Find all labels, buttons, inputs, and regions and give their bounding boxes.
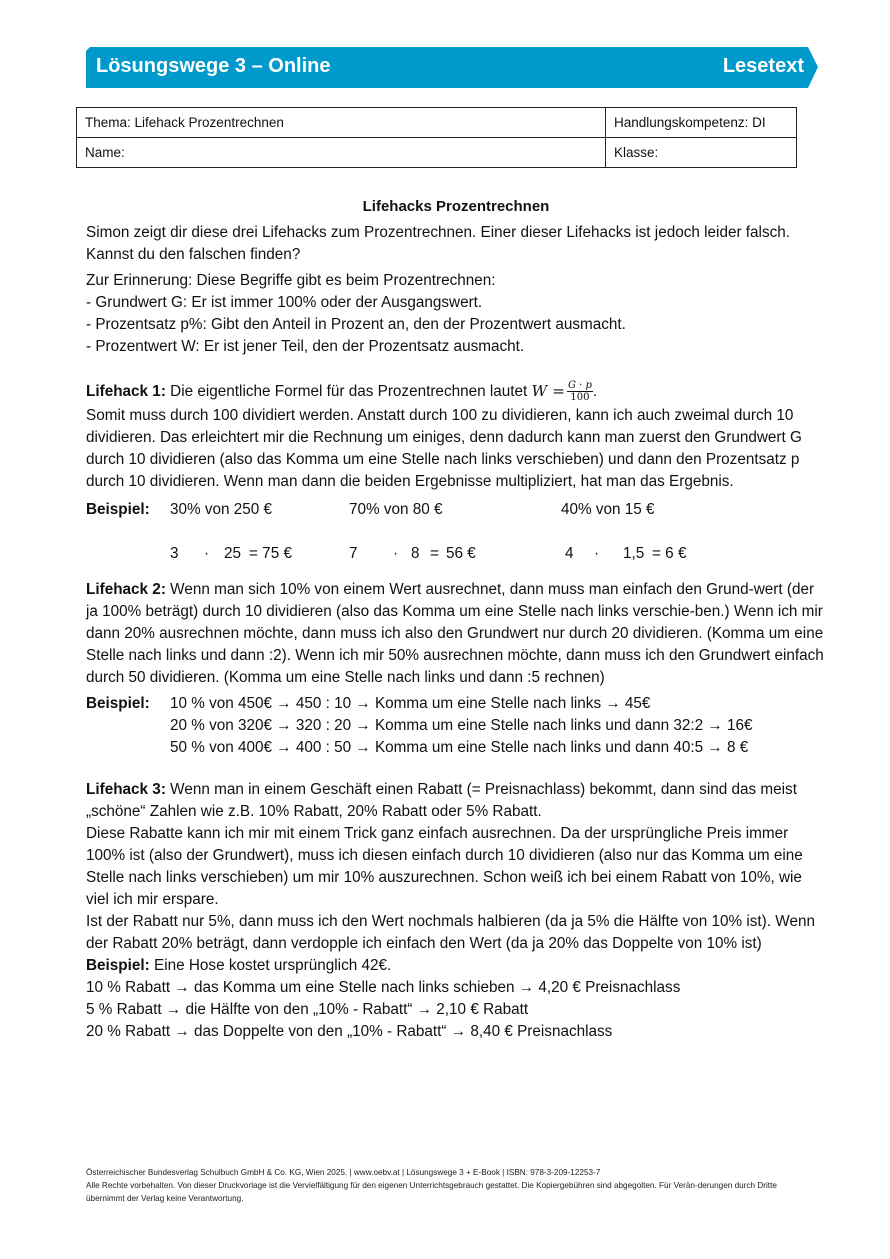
lifehack3-body: Wenn man in einem Geschäft einen Rabatt (= Preisnachlass) bekommt, dann sind das meist „schöne“ Zahlen wie z.B. 10% Rabatt, 20% Rabatt oder 5% Rabatt. (86, 781, 797, 820)
lifehack3-text2: Diese Rabatte kann ich mir mit einem Trick ganz einfach ausrechnen. Da der ursprüngliche Preis immer 100% ist (also der Grundwert), muss ich diesen einfach durch 10 dividieren (also nur das Komma um eine Stelle nach links verschieben) um mir 10% auszurechnen. Schon weiß ich bei einem Rabatt von 10%, wie viel ich mir erspare. (86, 825, 803, 908)
lifehack2-body: Wenn man sich 10% von einem Wert ausrechnet, dann muss man einfach den Grund-wert (der ja 100% beträgt) durch 10 dividieren (also das Komma um eine Stelle nach links verschie-ben.) Wenn ich mir dann 20% ausrechnen möchte, dann muss ich also den Grundwert nur durch 20 dividieren. (Komma um eine Stelle nach links und dann :2). Wenn ich mir 50% ausrechnen möchte, dann muss ich den Grundwert einfach durch 50 dividieren. (Komma um eine Stelle nach links und dann :5 rechnen) (86, 581, 824, 686)
example-item: 70% von 80 € (349, 501, 443, 518)
lifehack2-label: Lifehack 2: (86, 581, 166, 598)
footer-line: Alle Rechte vorbehalten. Von dieser Druckvorlage ist die Vervielfältigung für den eigenen Unterrichtsgebrauch gestattet. Die Kopiergebühren sind abgegolten. Für Verän-derungen durch Dritte übernimmt der Verlag keine Verantwortung. (86, 1181, 777, 1203)
lifehack1-label: Lifehack 1: (86, 383, 166, 400)
result-part: 3 (170, 545, 179, 562)
example-item: 50 % von 400€ → 400 : 50 → Komma um eine Stelle nach links und dann 40:5 → 8 € (170, 739, 749, 756)
topic-cell: Thema: Lifehack Prozentrechnen (77, 108, 606, 138)
reminder-line: - Grundwert G: Er ist immer 100% oder der Ausgangswert. (86, 294, 483, 311)
result-part: = 6 € (652, 545, 687, 562)
example-item: 10 % Rabatt → das Komma um eine Stelle nach links schieben → 4,20 € Preisnachlass (86, 979, 681, 996)
result-part: 1,5 (623, 545, 645, 562)
formula-denominator: 100 (570, 392, 590, 404)
competence-cell: Handlungskompetenz: DI (606, 108, 797, 138)
header-label: Lesetext (722, 55, 804, 77)
footer-line: Österreichischer Bundesverlag Schulbuch GmbH & Co. KG, Wien 2025. | www.oebv.at | Lösungswege 3 + E-Book | ISBN: 978-3-209-12253-7 (86, 1168, 601, 1177)
result-part: · (594, 545, 600, 562)
lifehack2-example-row (86, 693, 826, 715)
class-field[interactable]: Klasse: (606, 138, 797, 168)
lifehack2-text (86, 579, 826, 689)
document-title: Lifehacks Prozentrechnen (362, 198, 550, 215)
lifehack1-lead: Die eigentliche Formel für das Prozentrechnen lautet (165, 383, 532, 400)
result-part: 56 € (446, 545, 476, 562)
footer (86, 1166, 816, 1205)
intro-text: Simon zeigt dir diese drei Lifehacks zum Prozentrechnen. Einer dieser Lifehacks ist jedoch leider falsch. Kannst du den falschen finden? (86, 224, 791, 263)
header-banner (86, 47, 818, 88)
result-part: 7 (349, 545, 358, 562)
name-field[interactable]: Name: (77, 138, 606, 168)
info-table (76, 107, 797, 168)
example-item: 20 % von 320€ → 320 : 20 → Komma um eine Stelle nach links und dann 32:2 → 16€ (170, 717, 753, 734)
reminder-line: Zur Erinnerung: Diese Begriffe gibt es beim Prozentrechnen: (86, 272, 496, 289)
result-part: · (204, 545, 210, 562)
example-lead: Eine Hose kostet ursprünglich 42€. (149, 957, 392, 974)
lifehack3-label: Lifehack 3: (86, 781, 166, 798)
formula-fraction (567, 380, 593, 403)
example-label: Beispiel: (86, 957, 150, 974)
result-part: 8 (411, 545, 420, 562)
reminder-line: - Prozentsatz p%: Gibt den Anteil in Prozent an, den der Prozentwert ausmacht. (86, 316, 626, 333)
lifehack3-text3: Ist der Rabatt nur 5%, dann muss ich den Wert nochmals halbieren (da ja 5% die Hälfte von 10% ist). Wenn der Rabatt 20% beträgt, dann verdopple ich einfach den Wert (da ja 20% das Doppelte von 10% ist) (86, 913, 815, 952)
formula-lhs: W = (531, 382, 565, 400)
document-body (86, 196, 826, 1043)
result-part: 25 (224, 545, 242, 562)
formula-numerator: G · p (567, 380, 592, 392)
lifehack1-intro (86, 378, 826, 405)
result-part: = (430, 545, 439, 562)
result-part: = 75 € (249, 545, 292, 562)
lifehack3-example-intro (86, 955, 826, 977)
example-item: 40% von 15 € (561, 501, 655, 518)
lifehack3-text1 (86, 779, 826, 823)
lifehack1-example-row (86, 499, 826, 521)
lifehack1-text: Somit muss durch 100 dividiert werden. Anstatt durch 100 zu dividieren, kann ich auch zweimal durch 10 dividieren. Das erleichtert mir die Rechnung um einiges, denn dadurch kann man zuerst den Grundwert G durch 10 dividieren (also das Komma um eine Stelle nach links verschieben) und dann den Prozentsatz p durch 10 dividieren. Wenn man dann die beiden Ergebnisse multipliziert, hat man das Ergebnis. (86, 407, 802, 490)
result-part: 4 (565, 545, 574, 562)
example-label: Beispiel: (86, 501, 150, 518)
example-item: 20 % Rabatt → das Doppelte von den „10% - Rabatt“ → 8,40 € Preisnachlass (86, 1023, 613, 1040)
example-item: 10 % von 450€ → 450 : 10 → Komma um eine Stelle nach links → 45€ (170, 695, 651, 712)
formula-end: . (592, 383, 598, 400)
header-title: Lösungswege 3 – Online (96, 55, 331, 77)
lifehack1-result-row (86, 543, 826, 565)
example-item: 30% von 250 € (170, 501, 273, 518)
result-part: · (393, 545, 399, 562)
reminder-line: - Prozentwert W: Er ist jener Teil, den der Prozentsatz ausmacht. (86, 338, 525, 355)
example-item: 5 % Rabatt → die Hälfte von den „10% - Rabatt“ → 2,10 € Rabatt (86, 1001, 529, 1018)
example-label: Beispiel: (86, 695, 150, 712)
